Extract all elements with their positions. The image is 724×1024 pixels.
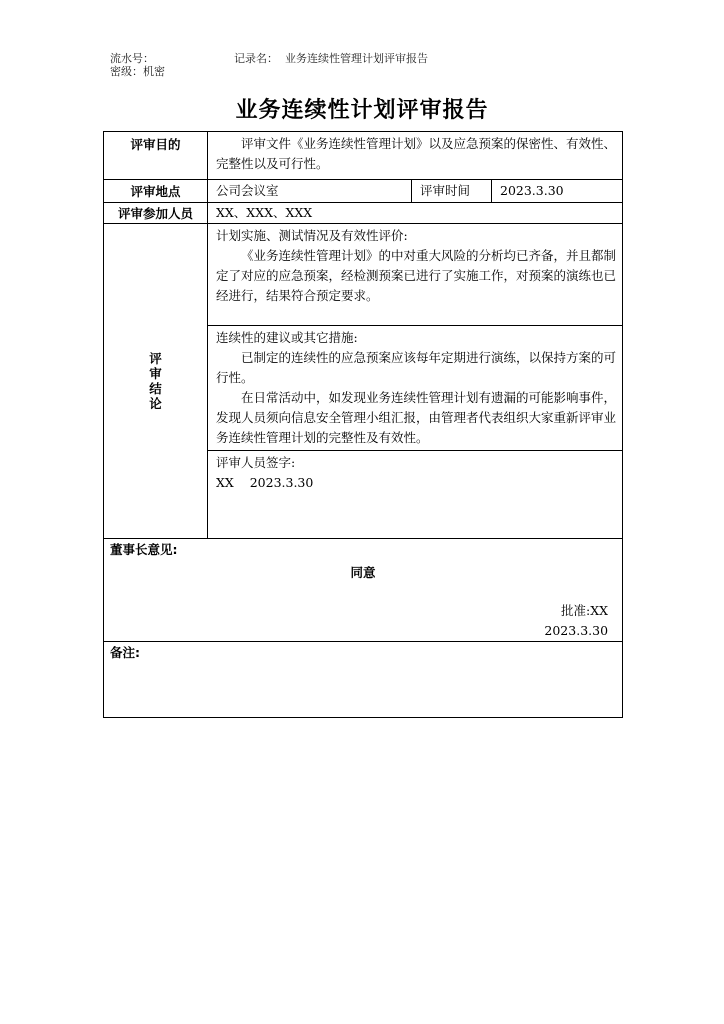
location-row xyxy=(104,180,623,203)
chairman-row xyxy=(104,539,623,642)
participants-row xyxy=(104,203,623,224)
location-value: 公司会议室 xyxy=(208,180,412,203)
participants-value: XX、XXX、XXX xyxy=(208,203,623,224)
record-name-value: 业务连续性管理计划评审报告 xyxy=(285,52,428,65)
chairman-opinion: 同意 xyxy=(350,565,376,580)
suggestion-text-2: 在日常活动中，如发现业务连续性管理计划有遗漏的可能影响事件，发现人员须向信息安全管理小组汇报，由管理者代表组织大家重新评审业务连续性管理计划的完整性及有效性。 xyxy=(216,390,617,445)
approval-block xyxy=(104,601,622,641)
location-label: 评审地点 xyxy=(104,180,208,203)
evaluation-text: 《业务连续性管理计划》的中对重大风险的分析均已齐备，并且都制定了对应的应急预案，经检测预案已进行了实施工作，对预案的演练也已经进行，结果符合预定要求。 xyxy=(216,248,617,303)
remarks-row xyxy=(104,642,623,718)
suggestion-cell xyxy=(208,326,623,451)
chairman-cell xyxy=(104,539,623,642)
secret-level-label: 密级： xyxy=(110,65,143,78)
time-value: 2023.3.30 xyxy=(492,180,623,203)
conclusion-char: 结 xyxy=(149,381,162,396)
approve-label: 批准: xyxy=(561,603,591,618)
conclusion-char: 审 xyxy=(149,366,162,381)
remarks-cell xyxy=(104,642,623,718)
approve-date: 2023.3.30 xyxy=(544,623,609,638)
approval-line xyxy=(104,601,608,621)
suggestion-text-1: 已制定的连续性的应急预案应该每年定期进行演练，以保持方案的可行性。 xyxy=(216,350,617,385)
record-name xyxy=(234,52,428,66)
record-name-label: 记录名： xyxy=(234,52,278,65)
signature-cell xyxy=(208,451,623,539)
evaluation-heading: 计划实施、测试情况及有效性评价: xyxy=(216,228,408,243)
suggestion-heading: 连续性的建议或其它措施: xyxy=(216,330,358,345)
signature-line xyxy=(216,473,616,493)
approve-name: XX xyxy=(590,603,609,618)
conclusion-char: 论 xyxy=(149,396,162,411)
evaluation-cell xyxy=(208,224,623,326)
conclusion-label xyxy=(104,224,208,539)
signature-heading: 评审人员签字: xyxy=(216,455,296,470)
secret-level xyxy=(110,65,165,79)
purpose-row xyxy=(104,132,623,180)
purpose-label: 评审目的 xyxy=(104,132,208,180)
evaluation-row xyxy=(104,224,623,326)
serial-number-label: 流水号： xyxy=(110,52,154,65)
page-title: 业务连续性计划评审报告 xyxy=(235,98,489,123)
secret-level-value: 机密 xyxy=(143,65,165,78)
chairman-label: 董事长意见: xyxy=(110,542,178,557)
participants-label: 评审参加人员 xyxy=(104,203,208,224)
time-label: 评审时间 xyxy=(412,180,492,203)
remarks-label: 备注: xyxy=(110,645,140,660)
signature-date: 2023.3.30 xyxy=(249,475,314,490)
review-report-table xyxy=(103,131,623,718)
signature-name: XX xyxy=(216,475,234,490)
purpose-text: 评审文件《业务连续性管理计划》以及应急预案的保密性、有效性、完整性以及可行性。 xyxy=(208,132,623,180)
conclusion-char: 评 xyxy=(149,351,162,366)
